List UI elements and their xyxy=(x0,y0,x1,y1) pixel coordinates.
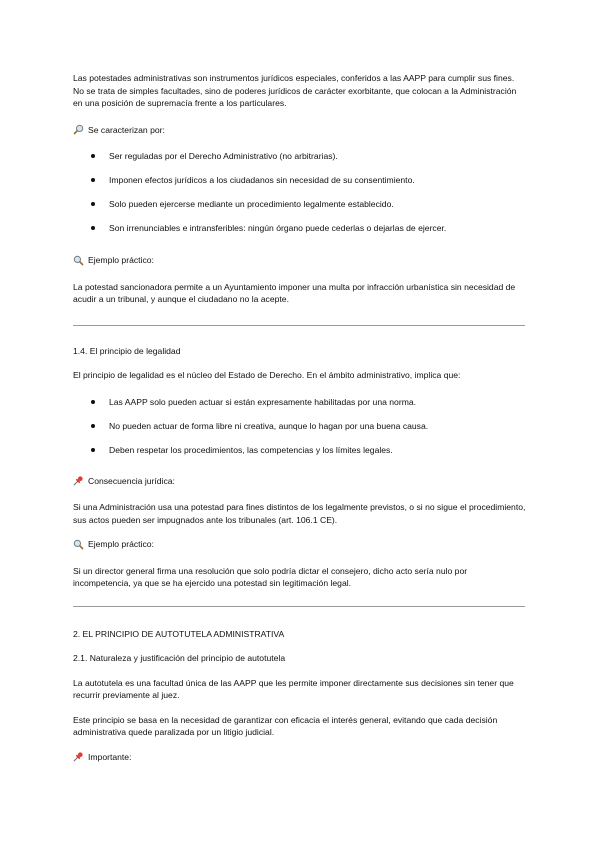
legalidad-list xyxy=(73,396,527,457)
importante-lead xyxy=(73,751,527,764)
list-item: Deben respetar los procedimientos, las competencias y los límites legales. xyxy=(73,444,527,457)
consecuencia-lead xyxy=(73,475,527,488)
ejemplo1-text: La potestad sancionadora permite a un Ayuntamiento imponer una multa por infracción urbanística sin necesidad de acudir a un tribunal, y aunque el ciudadano no la acepte. xyxy=(73,281,516,304)
ejemplo2-text: Si un director general firma una resolución que solo podría dictar el consejero, dicho acto sería nulo por incompetencia, ya que se ha ejercido una potestad sin legitimación legal. xyxy=(73,565,468,588)
ejemplo1-label: Ejemplo práctico: xyxy=(88,255,154,265)
legalidad-intro: El principio de legalidad es el núcleo del Estado de Derecho. En el ámbito administrativo, implica que: xyxy=(73,370,461,380)
autotutela-subheading: 2.1. Naturaleza y justificación del principio de autotutela xyxy=(73,653,286,663)
consecuencia-text: Si una Administración usa una potestad para fines distintos de los legalmente previstos, o si no sigue el procedimiento, sus actos pueden ser impugnados ante los tribunales (art. 106.1 CE). xyxy=(73,502,526,525)
list-item: Solo pueden ejercerse mediante un procedimiento legalmente establecido. xyxy=(73,198,527,211)
magnifier-left-icon xyxy=(73,539,84,550)
list-item: No pueden actuar de forma libre ni creativa, aunque lo hagan por una buena causa. xyxy=(73,420,527,433)
ejemplo2-lead xyxy=(73,538,527,551)
autotutela-p2: Este principio se basa en la necesidad de garantizar con eficacia el interés general, evitando que cada decisión administrativa quede paralizada por un litigio judicial. xyxy=(73,714,498,737)
pushpin-icon xyxy=(73,475,84,486)
autotutela-p1: La autotutela es una facultad única de las AAPP que les permite imponer directamente sus decisiones sin tener que recurrir previamente al juez. xyxy=(73,677,514,700)
importante-label: Importante: xyxy=(88,751,132,762)
caracteristicas-lead xyxy=(73,124,527,137)
caracteristicas-list xyxy=(73,150,527,235)
legalidad-heading: 1.4. El principio de legalidad xyxy=(73,345,181,356)
ejemplo2-label: Ejemplo práctico: xyxy=(88,539,154,549)
list-item: Imponen efectos jurídicos a los ciudadanos sin necesidad de su consentimiento. xyxy=(73,174,527,187)
list-item: Ser reguladas por el Derecho Administrativo (no arbitrarias). xyxy=(73,150,527,163)
intro-paragraph: Las potestades administrativas son instrumentos jurídicos especiales, conferidos a las AAPP para cumplir sus fines. No se trata de simples facultades, sino de poderes jurídicos de carácter exorbitante, que colocan a la Administración en una posición de supremacía frente a los particulares. xyxy=(73,73,517,108)
document-content xyxy=(73,72,527,763)
list-item: Las AAPP solo pueden actuar si están expresamente habilitadas por una norma. xyxy=(73,396,527,409)
list-item: Son irrenunciables e intransferibles: ningún órgano puede cederlas o dejarlas de ejercer. xyxy=(73,222,527,235)
ejemplo1-lead xyxy=(73,254,527,267)
pushpin-icon xyxy=(73,751,84,762)
magnifier-right-icon xyxy=(73,124,84,135)
magnifier-left-icon xyxy=(73,255,84,266)
consecuencia-label: Consecuencia jurídica: xyxy=(88,475,175,486)
autotutela-heading: 2. EL PRINCIPIO DE AUTOTUTELA ADMINISTRATIVA xyxy=(73,628,285,639)
caracteristicas-label: Se caracterizan por: xyxy=(88,124,165,135)
